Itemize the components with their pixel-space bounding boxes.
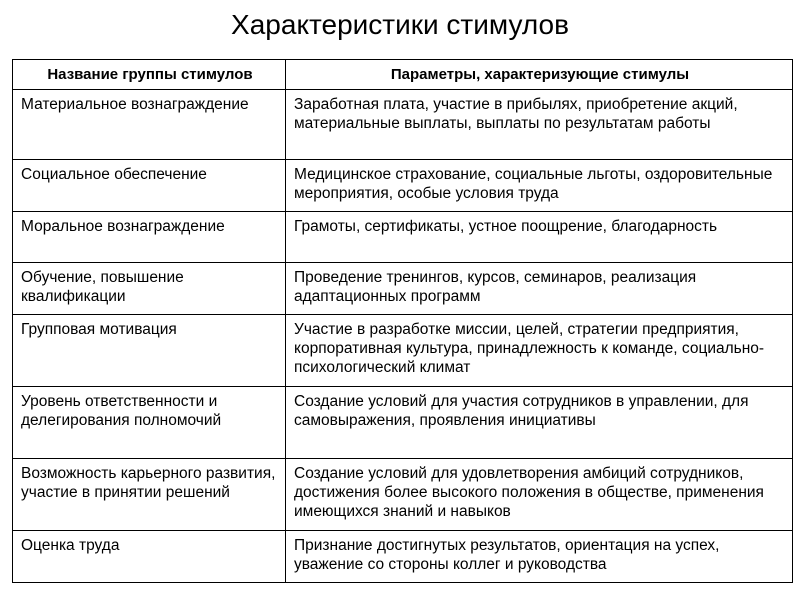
params-cell: Участие в разработке миссии, целей, стратегии предприятия, корпоративная культура, принадлежность к команде, социально-психологический климат xyxy=(286,315,793,387)
group-cell: Уровень ответственности и делегирования полномочий xyxy=(13,387,286,459)
table-row xyxy=(13,315,793,387)
params-cell: Грамоты, сертификаты, устное поощрение, благодарность xyxy=(286,212,793,263)
table-row xyxy=(13,459,793,531)
group-cell: Моральное вознаграждение xyxy=(13,212,286,263)
params-cell: Проведение тренингов, курсов, семинаров, реализация адаптационных программ xyxy=(286,263,793,315)
params-cell: Создание условий для удовлетворения амбиций сотрудников, достижения более высокого положения в обществе, применения имеющихся знаний и навыков xyxy=(286,459,793,531)
table-row xyxy=(13,387,793,459)
table-row xyxy=(13,212,793,263)
params-cell: Создание условий для участия сотрудников в управлении, для самовыражения, проявления инициативы xyxy=(286,387,793,459)
table-header-row xyxy=(13,60,793,90)
stimuli-table xyxy=(12,59,793,583)
table-row xyxy=(13,160,793,212)
group-cell: Материальное вознаграждение xyxy=(13,90,286,160)
group-cell: Возможность карьерного развития, участие в принятии решений xyxy=(13,459,286,531)
group-cell: Социальное обеспечение xyxy=(13,160,286,212)
params-cell: Медицинское страхование, социальные льготы, оздоровительные мероприятия, особые условия труда xyxy=(286,160,793,212)
column-header-group: Название группы стимулов xyxy=(13,60,286,90)
table-row xyxy=(13,263,793,315)
table-row xyxy=(13,531,793,583)
page-title: Характеристики стимулов xyxy=(231,9,569,40)
group-cell: Оценка труда xyxy=(13,531,286,583)
params-cell: Заработная плата, участие в прибылях, приобретение акций, материальные выплаты, выплаты по результатам работы xyxy=(286,90,793,160)
column-header-params: Параметры, характеризующие стимулы xyxy=(286,60,793,90)
group-cell: Обучение, повышение квалификации xyxy=(13,263,286,315)
table-row xyxy=(13,90,793,160)
params-cell: Признание достигнутых результатов, ориентация на успех, уважение со стороны коллег и руководства xyxy=(286,531,793,583)
group-cell: Групповая мотивация xyxy=(13,315,286,387)
